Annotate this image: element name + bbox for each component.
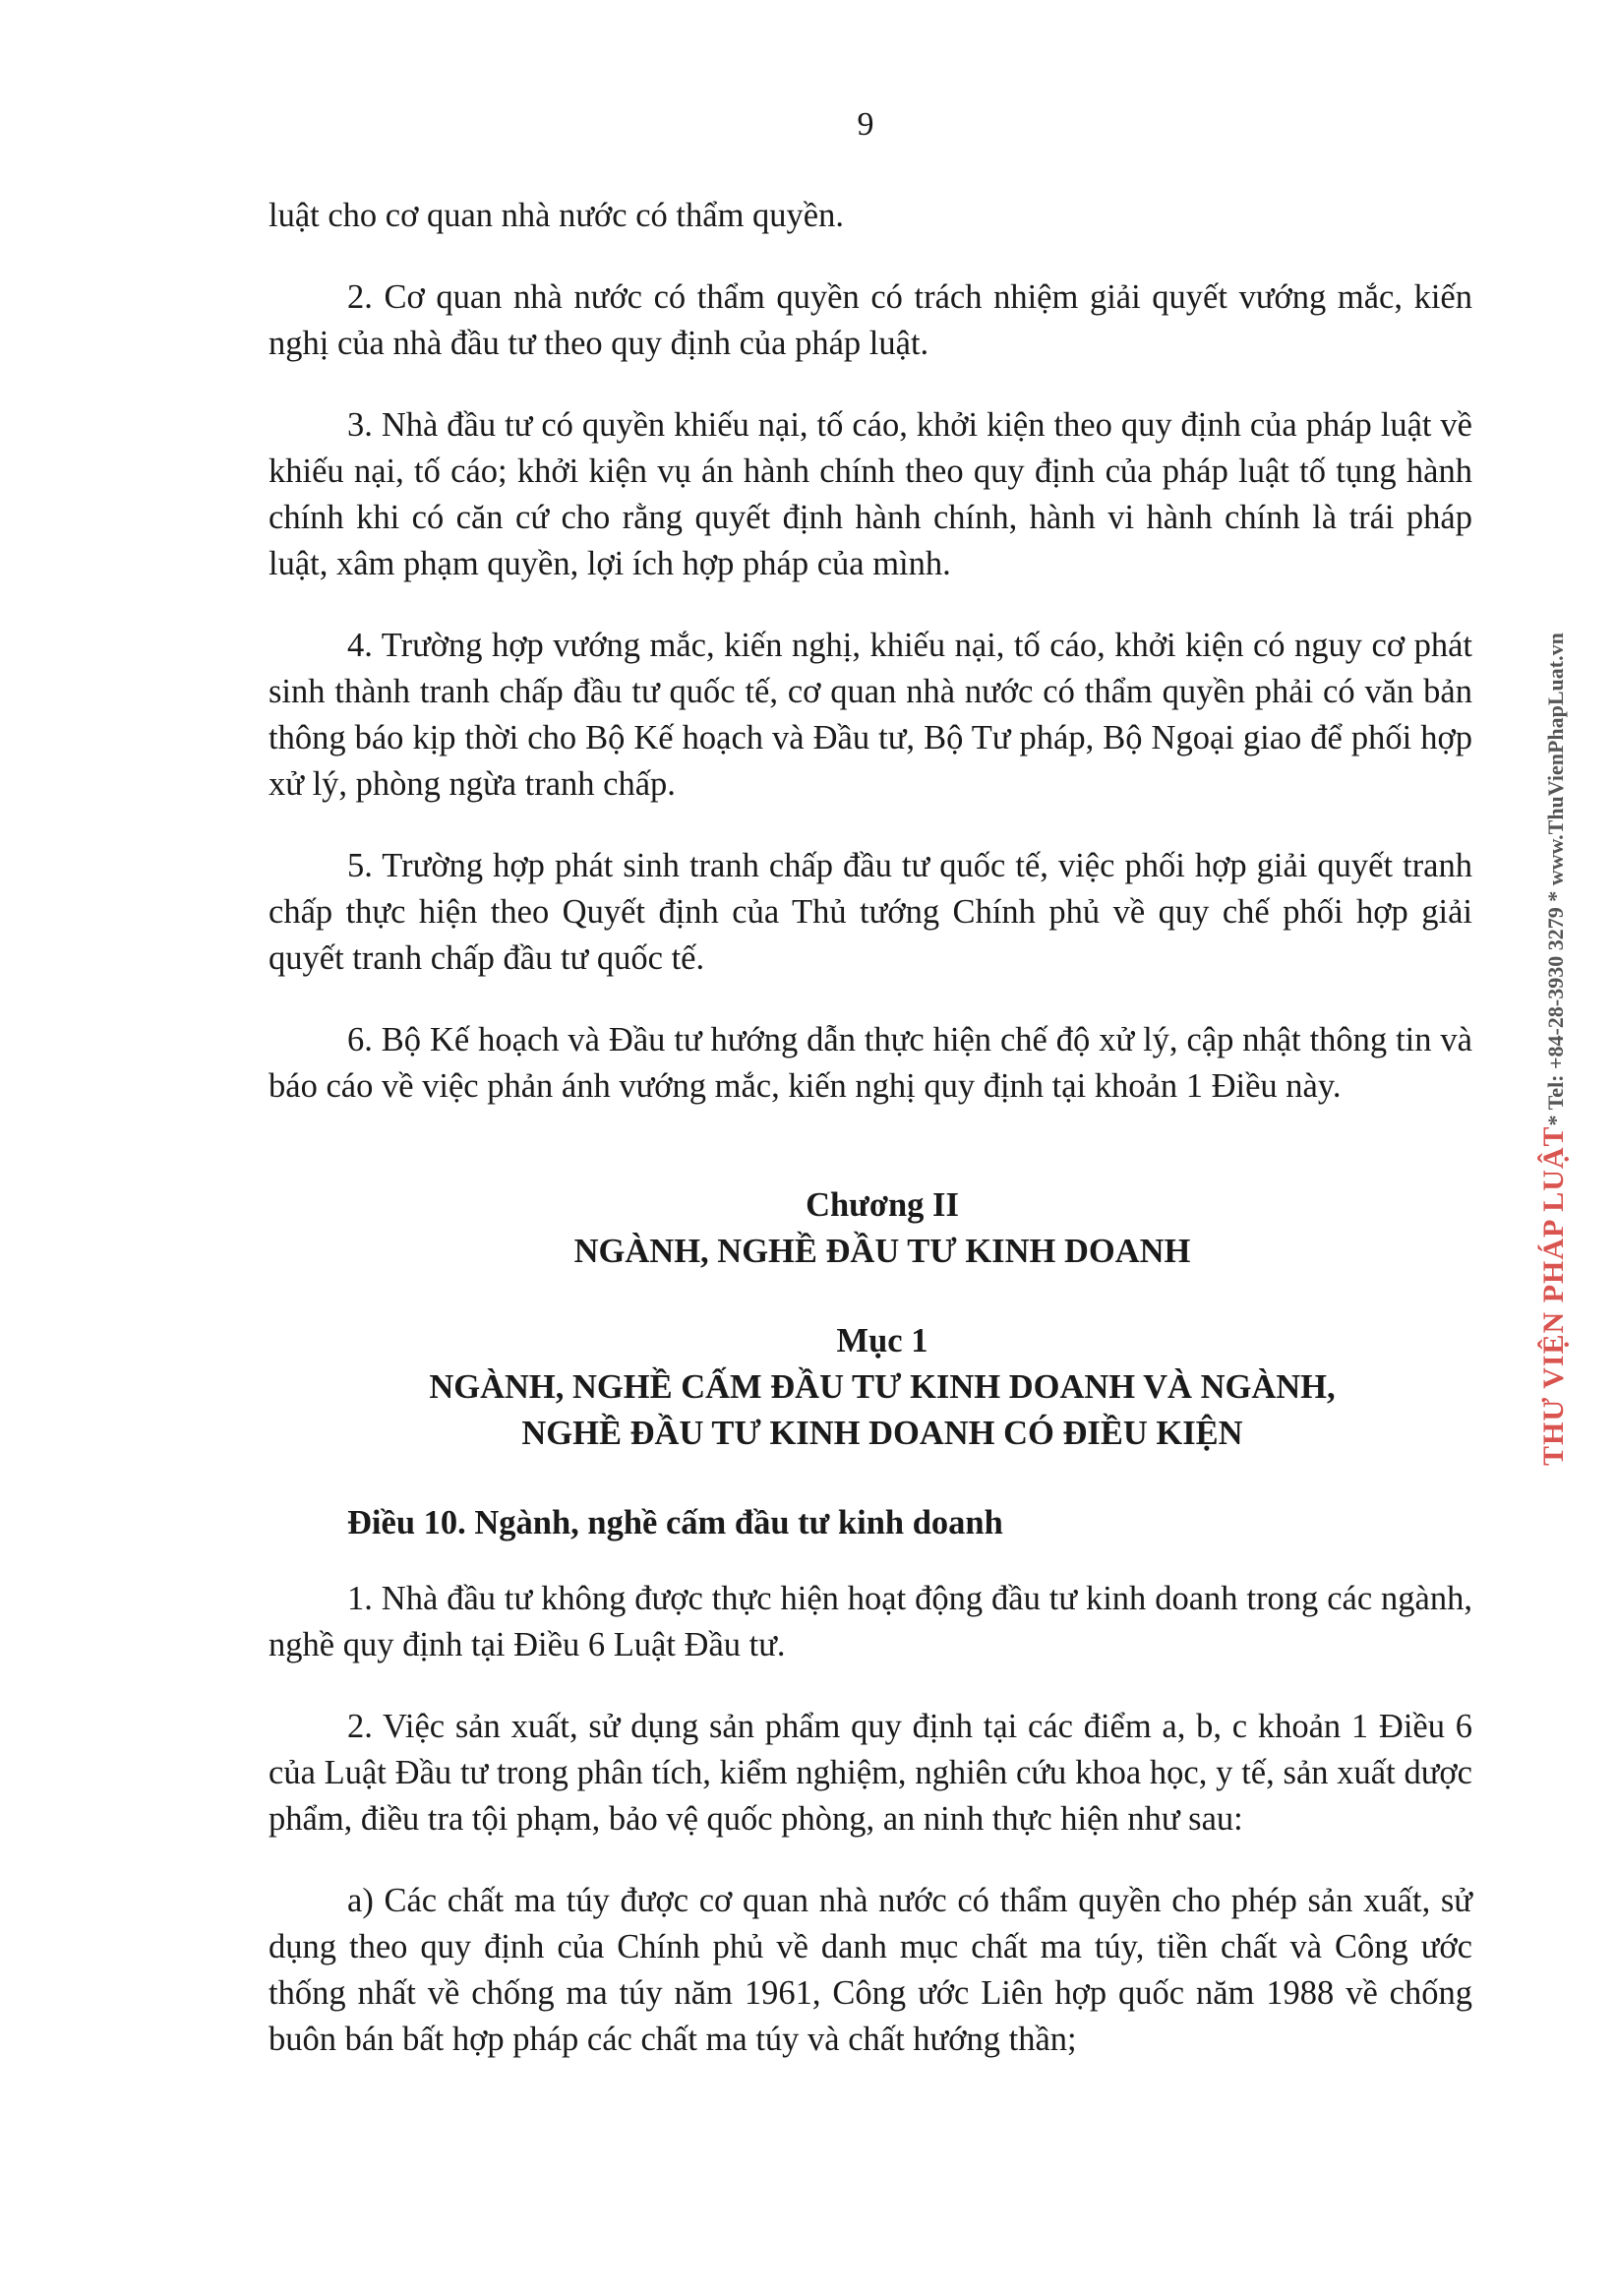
chapter-heading [269, 1182, 1472, 1275]
chapter-label: Chương II [806, 1186, 959, 1224]
article-point-a: a) Các chất ma túy được cơ quan nhà nước có thẩm quyền cho phép sản xuất, sử dụng theo quy định của Chính phủ về danh mục chất ma túy, tiền chất và Công ước thống nhất về chống ma túy năm 1961, Công ước Liên hợp quốc năm 1988 về chống buôn bán bất hợp pháp các chất ma túy và chất hướng thần; [269, 1882, 1472, 2058]
article-clause-2: 2. Việc sản xuất, sử dụng sản phẩm quy định tại các điểm a, b, c khoản 1 Điều 6 của Luật Đầu tư trong phân tích, kiểm nghiệm, nghiên cứu khoa học, y tế, sản xuất dược phẩm, điều tra tội phạm, bảo vệ quốc phòng, an ninh thực hiện như sau: [269, 1708, 1472, 1838]
paragraph-clause-6: 6. Bộ Kế hoạch và Đầu tư hướng dẫn thực hiện chế độ xử lý, cập nhật thông tin và báo cáo về việc phản ánh vướng mắc, kiến nghị quy định tại khoản 1 Điều này. [269, 1021, 1472, 1105]
section-title-line-1: NGÀNH, NGHỀ CẤM ĐẦU TƯ KINH DOANH VÀ NGÀNH, [429, 1368, 1336, 1406]
paragraph-clause-2: 2. Cơ quan nhà nước có thẩm quyền có trách nhiệm giải quyết vướng mắc, kiến nghị của nhà đầu tư theo quy định của pháp luật. [269, 278, 1472, 362]
page-number: 9 [857, 106, 874, 143]
watermark-brand: THƯ VIỆN PHÁP LUẬT [1537, 1125, 1570, 1466]
paragraph-clause-4: 4. Trường hợp vướng mắc, kiến nghị, khiếu nại, tố cáo, khởi kiện có nguy cơ phát sinh thành tranh chấp đầu tư quốc tế, cơ quan nhà nước có thẩm quyền phải có văn bản thông báo kịp thời cho Bộ Kế hoạch và Đầu tư, Bộ Tư pháp, Bộ Ngoại giao để phối hợp xử lý, phòng ngừa tranh chấp. [269, 627, 1472, 803]
watermark-text [1534, 521, 1576, 1466]
paragraph-clause-3: 3. Nhà đầu tư có quyền khiếu nại, tố cáo, khởi kiện theo quy định của pháp luật về khiếu nại, tố cáo; khởi kiện vụ án hành chính theo quy định của pháp luật tố tụng hành chính khi có căn cứ cho rằng quyết định hành chính, hành vi hành chính là trái pháp luật, xâm phạm quyền, lợi ích hợp pháp của mình. [269, 406, 1472, 582]
article-clause-1: 1. Nhà đầu tư không được thực hiện hoạt động đầu tư kinh doanh trong các ngành, nghề quy định tại Điều 6 Luật Đầu tư. [269, 1580, 1472, 1663]
watermark [1534, 521, 1574, 1466]
watermark-info: * Tel: +84-28-3930 3279 * www.ThuVienPhapLuat.vn [1543, 633, 1568, 1126]
section-label: Mục 1 [836, 1322, 928, 1359]
paragraph-continuation: luật cho cơ quan nhà nước có thẩm quyền. [269, 197, 844, 234]
article-heading: Điều 10. Ngành, nghề cấm đầu tư kinh doanh [347, 1504, 1003, 1541]
section-heading [269, 1318, 1472, 1457]
section-title-line-2: NGHỀ ĐẦU TƯ KINH DOANH CÓ ĐIỀU KIỆN [521, 1415, 1243, 1452]
chapter-title: NGÀNH, NGHỀ ĐẦU TƯ KINH DOANH [573, 1233, 1191, 1270]
document-body [269, 193, 1472, 2098]
paragraph-clause-5: 5. Trường hợp phát sinh tranh chấp đầu tư quốc tế, việc phối hợp giải quyết tranh chấp thực hiện theo Quyết định của Thủ tướng Chính phủ về quy chế phối hợp giải quyết tranh chấp đầu tư quốc tế. [269, 847, 1472, 977]
